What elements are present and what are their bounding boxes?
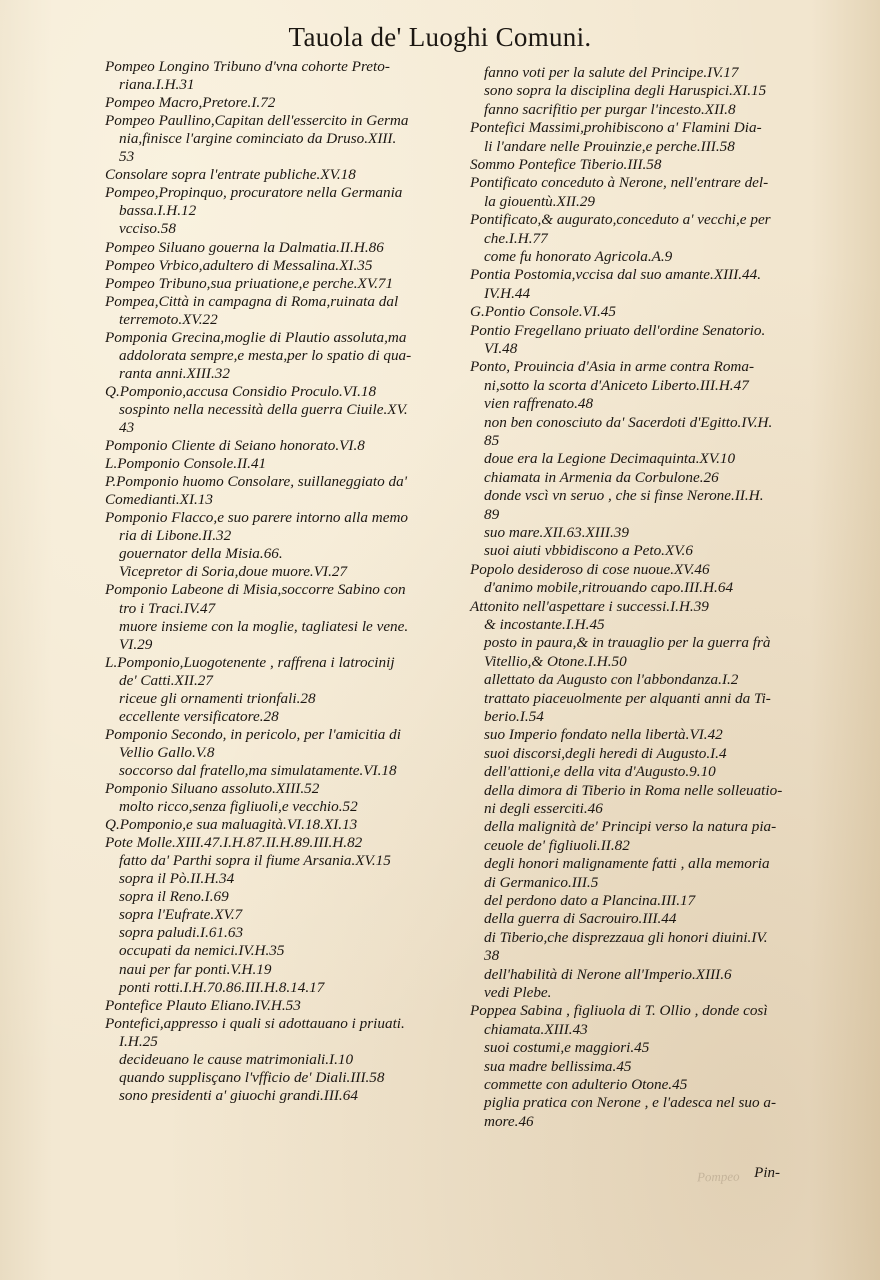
- index-line: ceuole de' figliuoli.II.82: [484, 836, 630, 854]
- index-line: suoi costumi,e maggiori.45: [484, 1039, 650, 1057]
- index-line: Poppea Sabina , figliuola di T. Ollio , donde così: [470, 1002, 768, 1020]
- index-line: della malignità de' Principi verso la natura pia-: [484, 818, 777, 836]
- index-line: nia,finisce l'argine cominciato da Druso.XIII.: [119, 130, 397, 148]
- index-line: come fu honorato Agricola.A.9: [484, 248, 673, 265]
- left-column: [105, 58, 477, 1190]
- index-line: more.46: [484, 1112, 534, 1130]
- index-line: della guerra di Sacrouiro.III.44: [484, 910, 677, 928]
- index-line: li l'andare nelle Prouinzie,e perche.III.58: [484, 137, 735, 155]
- index-line: sopra il Pò.II.H.34: [119, 870, 235, 888]
- index-line: bassa.I.H.12: [119, 202, 197, 220]
- index-line: sono presidenti a' giuochi grandi.III.64: [119, 1086, 358, 1104]
- index-line: che.I.H.77: [484, 229, 548, 247]
- index-line: vien raffrenato.48: [484, 395, 594, 413]
- index-line: berio.I.54: [484, 708, 544, 725]
- index-line: 43: [119, 419, 135, 436]
- index-line: Vicepretor di Soria,doue muore.VI.27: [119, 563, 348, 581]
- index-line: Vitellio,& Otone.I.H.50: [484, 652, 627, 670]
- index-line: decideuano le cause matrimoniali.I.10: [119, 1050, 354, 1068]
- index-line: suoi aiuti vbbidiscono a Peto.XV.6: [484, 542, 693, 560]
- index-line: doue era la Legione Decimaquinta.XV.10: [484, 450, 736, 468]
- index-line: Pontefici,appresso i quali si adottauano i priuati.: [105, 1014, 405, 1032]
- bleed-through-text: Pompeo: [697, 1168, 741, 1185]
- index-line: fatto da' Parthi sopra il fiume Arsania.XV.15: [119, 852, 391, 870]
- index-line: dell'habilità di Nerone all'Imperio.XIII.6: [484, 965, 732, 983]
- index-line: ranta anni.XIII.32: [119, 364, 230, 382]
- index-line: ni degli esserciti.46: [484, 800, 603, 817]
- index-line: piglia pratica con Nerone , e l'adesca nel suo a-: [484, 1094, 777, 1112]
- index-line: Pomponia Grecina,moglie di Plautio assoluta,ma: [105, 328, 407, 346]
- index-line: Popolo desideroso di cose nuoue.XV.46: [470, 560, 710, 578]
- index-line: sopra il Reno.I.69: [119, 888, 229, 906]
- index-line: chiamata in Armenia da Corbulone.26: [484, 468, 719, 486]
- index-line: G.Pontio Console.VI.45: [470, 303, 616, 321]
- index-line: allettato da Augusto con l'abbondanza.I.2: [484, 671, 739, 689]
- index-line: sopra l'Eufrate.XV.7: [119, 906, 243, 924]
- index-line: fanno voti per la salute del Principe.IV.17: [484, 64, 739, 81]
- index-line: Pomponio Flacco,e suo parere intorno alla memo: [105, 509, 409, 527]
- index-line: Pomponio Labeone di Misia,soccorre Sabino con: [105, 581, 406, 599]
- index-line: non ben conosciuto da' Sacerdoti d'Egitto.IV.H.: [484, 413, 773, 431]
- index-line: Pomponio Secondo, in pericolo, per l'amicitia di: [105, 725, 401, 743]
- index-line: posto in paura,& in trauaglio per la guerra frà: [484, 634, 771, 652]
- index-line: Pontia Postomia,vccisa dal suo amante.XIII.44.: [470, 266, 762, 284]
- index-line: vcciso.58: [119, 220, 176, 238]
- index-line: di Tiberio,che disprezzaua gli honori diuini.IV.: [484, 928, 768, 946]
- page-title: Tauola de' Luoghi Comuni.: [288, 22, 592, 52]
- index-line: VI.29: [119, 635, 153, 653]
- index-line: suoi discorsi,degli heredi di Augusto.I.4: [484, 744, 727, 762]
- index-line: Pontio Fregellano priuato dell'ordine Senatorio.: [470, 321, 766, 339]
- index-line: Ponto, Prouincia d'Asia in arme contra Roma-: [470, 358, 755, 376]
- index-line: terremoto.XV.22: [119, 310, 218, 328]
- index-line: Pontificato,& augurato,conceduto a' vecchi,e per: [470, 211, 771, 229]
- index-line: Sommo Pontefice Tiberio.III.58: [470, 156, 662, 173]
- index-line: eccellente versificatore.28: [119, 707, 279, 725]
- catchword: Pin-: [754, 1165, 780, 1181]
- index-line: Pompeo Vrbico,adultero di Messalina.XI.35: [105, 256, 373, 274]
- index-line: IV.H.44: [484, 284, 531, 302]
- index-line: de' Catti.XII.27: [119, 671, 213, 689]
- index-line: Pontefici Massimi,prohibiscono a' Flamini Dia-: [470, 119, 762, 137]
- index-line: sono sopra la disciplina degli Haruspici.XI.15: [484, 82, 767, 100]
- index-line: Pompeo Siluano gouerna la Dalmatia.II.H.86: [105, 238, 384, 256]
- index-line: Attonito nell'aspettare i successi.I.H.39: [470, 597, 709, 615]
- index-line: VI.48: [484, 340, 518, 357]
- index-line: gouernator della Misia.66.: [119, 545, 283, 563]
- index-line: di Germanico.III.5: [484, 873, 599, 891]
- index-line: Pompeo,Propinquo, procuratore nella Germania: [105, 184, 403, 202]
- index-line: Pompeo Paullino,Capitan dell'essercito in Germa: [105, 112, 409, 130]
- index-line: Pompeo Tribuno,sua priuatione,e perche.XV.71: [105, 274, 394, 292]
- index-line: Pontefice Plauto Eliano.IV.H.53: [105, 996, 301, 1014]
- index-line: Q.Pomponio,e sua maluagità.VI.18.XI.13: [105, 816, 358, 834]
- index-line: Pompeo Macro,Pretore.I.72: [105, 94, 276, 112]
- index-line: Q.Pomponio,accusa Considio Proculo.VI.18: [105, 382, 377, 400]
- index-line: L.Pomponio Console.II.41: [105, 455, 267, 473]
- index-line: suo Imperio fondato nella libertà.VI.42: [484, 726, 723, 744]
- index-line: P.Pomponio huomo Consolare, suillaneggiato da': [105, 473, 407, 491]
- index-line: I.H.25: [119, 1032, 158, 1050]
- index-line: 89: [484, 505, 500, 523]
- index-line: tro i Traci.IV.47: [119, 599, 216, 617]
- index-line: quando supplisçano l'vfficio de' Diali.III.58: [119, 1068, 385, 1086]
- index-line: ria di Libone.II.32: [119, 527, 232, 545]
- index-line: suo mare.XII.63.XIII.39: [484, 524, 629, 541]
- index-line: L.Pomponio,Luogotenente , raffrena i latrocinij: [105, 653, 395, 671]
- index-line: addolorata sempre,e mesta,per lo spatio di qua-: [119, 346, 412, 364]
- index-line: soccorso dal fratello,ma simulatamente.VI.18: [119, 761, 397, 779]
- index-line: Vellio Gallo.V.8: [119, 743, 215, 761]
- index-line: degli honori malignamente fatti , alla memoria: [484, 855, 770, 873]
- index-line: fanno sacrifitio per purgar l'incesto.XII.8: [484, 100, 736, 118]
- index-line: Pompeo Longino Tribuno d'vna cohorte Preto-: [105, 58, 390, 75]
- right-column: [470, 58, 848, 1190]
- index-line: trattato piaceuolmente per alquanti anni da Ti-: [484, 689, 771, 707]
- index-line: donde vscì vn seruo , che si finse Nerone.II.H.: [484, 487, 764, 505]
- index-line: d'animo mobile,ritrouando capo.III.H.64: [484, 579, 734, 597]
- index-line: & incostante.I.H.45: [484, 616, 605, 633]
- index-line: chiamata.XIII.43: [484, 1020, 588, 1038]
- index-line: naui per far ponti.V.H.19: [119, 960, 272, 978]
- index-line: riceue gli ornamenti trionfali.28: [119, 689, 316, 707]
- index-line: del perdono dato a Plancina.III.17: [484, 892, 696, 909]
- index-line: Pomponio Cliente di Seiano honorato.VI.8: [105, 437, 365, 455]
- index-line: Comedianti.XI.13: [105, 491, 213, 509]
- index-line: 85: [484, 432, 500, 449]
- index-line: Pontificato conceduto à Nerone, nell'entrare del-: [470, 174, 769, 192]
- index-line: ponti rotti.I.H.70.86.III.H.8.14.17: [119, 978, 325, 996]
- index-line: sopra paludi.I.61.63: [119, 924, 244, 942]
- index-line: sospinto nella necessità della guerra Ciuile.XV.: [119, 400, 408, 418]
- index-line: la giouentù.XII.29: [484, 192, 595, 210]
- index-line: molto ricco,senza figliuoli,e vecchio.52: [119, 798, 358, 816]
- index-line: vedi Plebe.: [484, 984, 552, 1001]
- index-line: muore insieme con la moglie, tagliatesi le vene.: [119, 617, 409, 635]
- index-line: 53: [119, 148, 135, 166]
- index-line: della dimora di Tiberio in Roma nelle solleuatio-: [484, 781, 783, 799]
- index-line: 38: [484, 947, 500, 965]
- index-line: occupati da nemici.IV.H.35: [119, 942, 285, 960]
- index-line: Consolare sopra l'entrate publiche.XV.18: [105, 166, 356, 184]
- index-line: sua madre bellissima.45: [484, 1057, 632, 1075]
- index-line: Pote Molle.XIII.47.I.H.87.II.H.89.III.H.82: [105, 834, 363, 852]
- index-line: dell'attioni,e della vita d'Augusto.9.10: [484, 763, 716, 781]
- index-line: Pompea,Città in campagna di Roma,ruinata dal: [105, 292, 399, 310]
- index-line: commette con adulterio Otone.45: [484, 1076, 688, 1093]
- index-line: Pomponio Siluano assoluto.XIII.52: [105, 780, 320, 797]
- index-line: riana.I.H.31: [119, 76, 195, 94]
- index-line: ni,sotto la scorta d'Aniceto Liberto.III.H.47: [484, 376, 749, 394]
